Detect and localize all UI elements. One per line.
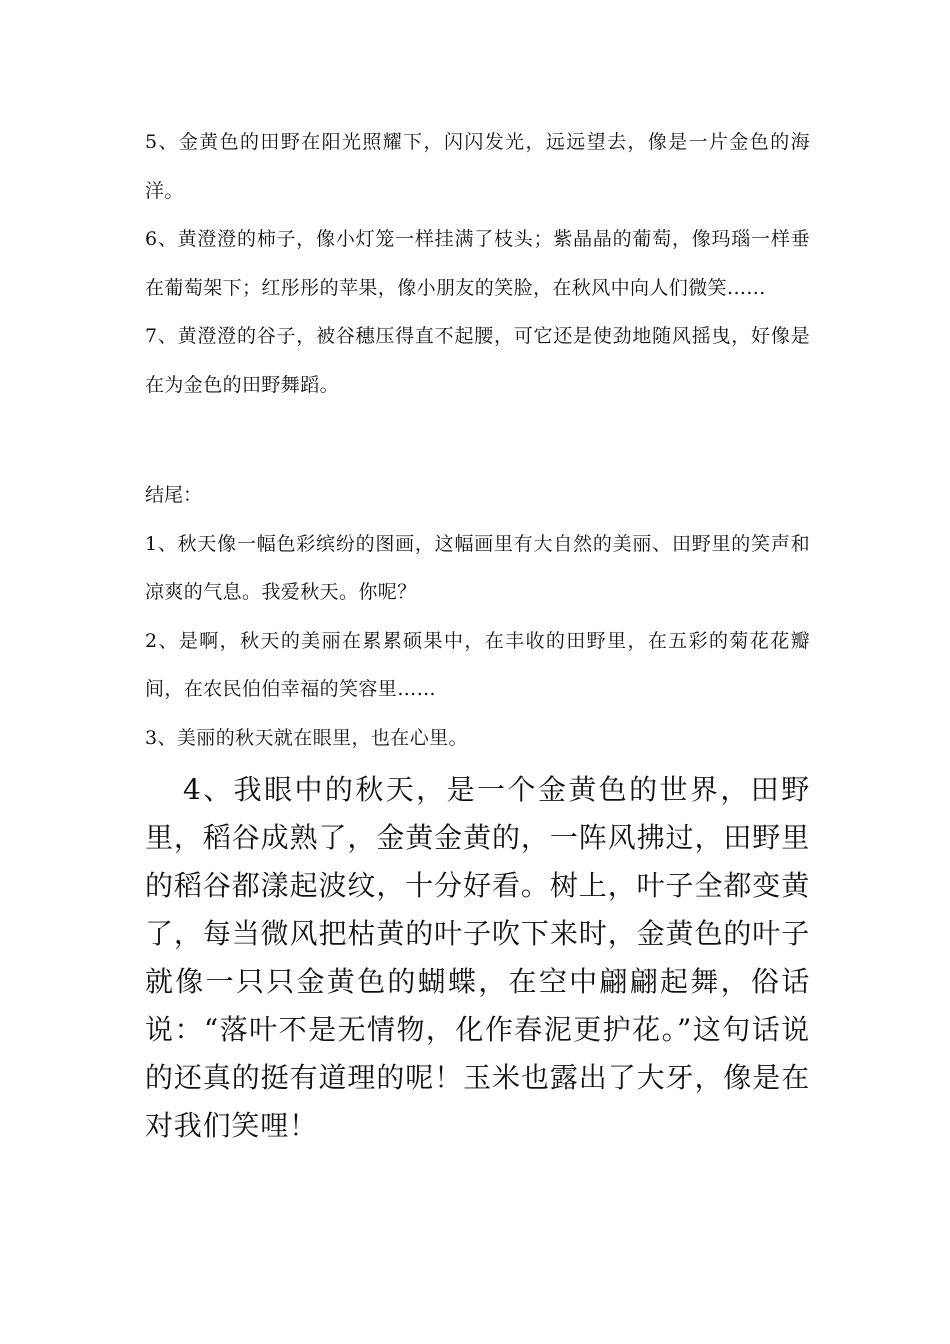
paragraph-item-5: 5、金黄色的田野在阳光照耀下，闪闪发光，远远望去，像是一片金色的海洋。 [145,131,810,202]
document-body [145,118,810,1150]
ending-item-1: 1、秋天像一幅色彩缤纷的图画，这幅画里有大自然的美丽、田野里的笑声和凉爽的气息。我爱秋天。你呢？ [145,532,810,603]
paragraph-item-6: 6、黄澄澄的柿子，像小灯笼一样挂满了枝头；紫晶晶的葡萄，像玛瑙一样垂在葡萄架下；红彤彤的苹果，像小朋友的笑脸，在秋风中向人们微笑...... [145,228,810,299]
ending-item-3: 3、美丽的秋天就在眼里，也在心里。 [145,726,468,749]
ending-heading: 结尾： [145,484,203,506]
paragraph-item-7: 7、黄澄澄的谷子，被谷穗压得直不起腰，可它还是使劲地随风摇曳，好像是在为金色的田野舞蹈。 [145,325,810,396]
ending-item-2: 2、是啊，秋天的美丽在累累硕果中，在丰收的田野里，在五彩的菊花花瓣间，在农民伯伯幸福的笑容里…… [145,629,810,700]
large-paragraph: 4、我眼中的秋天，是一个金黄色的世界，田野里，稻谷成熟了，金黄金黄的，一阵风拂过，田野里的稻谷都漾起波纹，十分好看。树上，叶子全都变黄了，每当微风把枯黄的叶子吹下来时，金黄色的叶子就像一只只金黄色的蝴蝶，在空中翩翩起舞，俗话说：“落叶不是无情物，化作春泥更护花。”这句话说的还真的挺有道理的呢！玉米也露出了大牙，像是在对我们笑哩！ [145,773,810,1142]
